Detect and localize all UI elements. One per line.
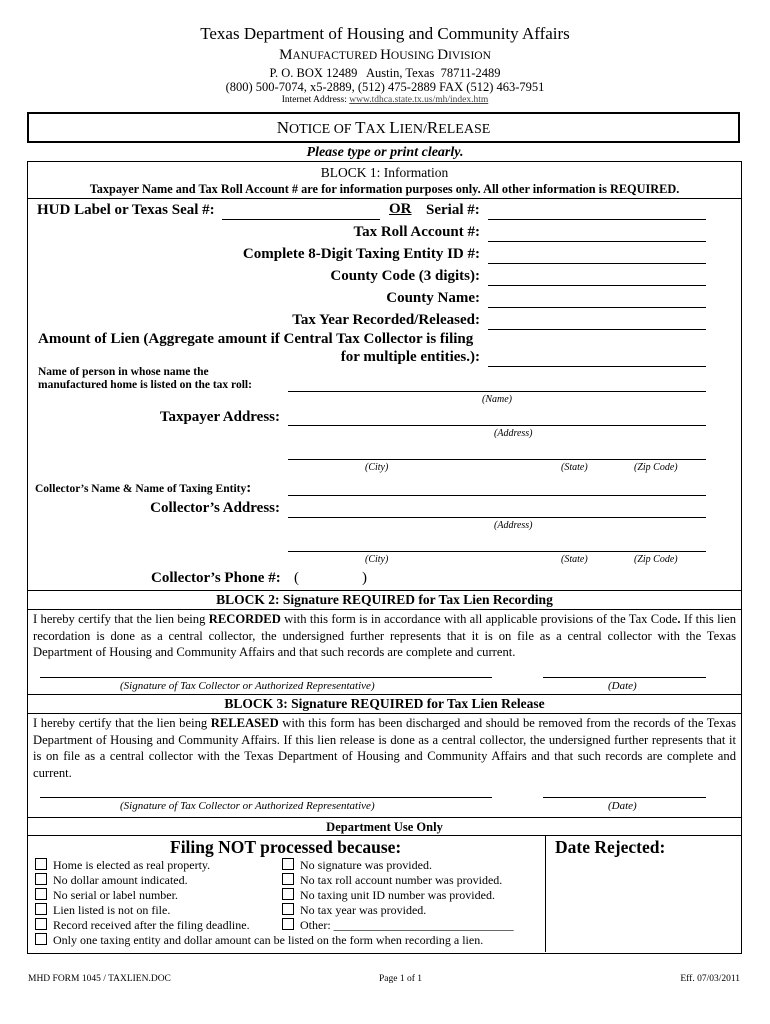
signature-caption: (Signature of Tax Collector or Authorized Representative): [120, 680, 375, 692]
city-caption: (City): [365, 554, 389, 565]
reason-text: Record received after the filing deadline.: [53, 918, 250, 932]
reason-text: Only one taxing entity and dollar amount can be listed on the form when recording a lien.: [53, 933, 484, 947]
block1-heading: BLOCK 1: Information: [320, 165, 449, 180]
tax-roll-label: Tax Roll Account #:: [353, 224, 480, 240]
division-part: OUSING: [390, 50, 438, 62]
checkbox[interactable]: [35, 933, 47, 945]
reason-option[interactable]: [282, 888, 495, 903]
block3-signature-input[interactable]: [40, 797, 492, 798]
title-part: L: [389, 118, 400, 137]
date-caption: (Date): [608, 800, 637, 812]
person-label-cont: manufactured home is listed on the tax roll:: [38, 379, 252, 391]
reason-option[interactable]: [35, 888, 178, 903]
checkbox[interactable]: [35, 888, 47, 900]
block2-signature-input[interactable]: [40, 677, 492, 678]
tax-year-label: Tax Year Recorded/Released:: [292, 312, 480, 328]
collector-address-input[interactable]: [288, 517, 706, 518]
division-cap: H: [380, 47, 391, 63]
division-part: ANUFACTURED: [292, 50, 381, 62]
amount-input[interactable]: [488, 366, 706, 367]
state-caption: (State): [561, 554, 588, 565]
phone-paren-close: ): [362, 570, 367, 586]
title-part: AX: [365, 122, 390, 137]
checkbox[interactable]: [35, 903, 47, 915]
cert-emphasis: RELEASED: [210, 716, 279, 730]
reason-text: No tax roll account number was provided.: [300, 873, 503, 887]
checkbox[interactable]: [282, 873, 294, 885]
person-name-input[interactable]: [288, 391, 706, 392]
instruction: Please type or print clearly.: [306, 145, 464, 160]
reason-text: No taxing unit ID number was provided.: [300, 888, 495, 902]
collector-name-label: [35, 480, 251, 497]
collector-address-label: Collector’s Address:: [150, 500, 280, 516]
or-label: OR: [389, 201, 412, 217]
reason-text: No dollar amount indicated.: [53, 873, 188, 887]
title-part: OTICE OF: [288, 122, 356, 137]
reason-option[interactable]: [35, 903, 170, 918]
date-caption: (Date): [608, 680, 637, 692]
hud-label-input[interactable]: [222, 219, 380, 220]
divider: [27, 609, 742, 610]
reason-option[interactable]: [282, 858, 432, 873]
block2-certification: [33, 611, 736, 661]
reason-text: No serial or label number.: [53, 888, 178, 902]
cert-text: .: [677, 612, 681, 626]
cert-text: with this form has been discharged and should be removed from the records of the Texas Department of Housing and Community Affairs. If this lien release is done as a central collector, the undersigned further represents that it is on file as a central collector with the Texas Department of Housing and Community Affairs and that such records are complete and current.: [33, 716, 736, 780]
cert-text: I hereby certify that the lien being: [33, 612, 209, 626]
checkbox[interactable]: [35, 873, 47, 885]
address-caption: (Address): [494, 520, 533, 531]
state-caption: (State): [561, 462, 588, 473]
taxpayer-address-label: Taxpayer Address:: [159, 409, 280, 425]
block2-date-input[interactable]: [543, 677, 706, 678]
county-code-label: County Code (3 digits):: [330, 268, 480, 284]
block3-heading: BLOCK 3: Signature REQUIRED for Tax Lien Release: [224, 696, 545, 711]
reason-text: Lien listed is not on file.: [53, 903, 171, 917]
division-cap: D: [437, 47, 449, 63]
reason-text: Other: ______________________________: [300, 918, 514, 932]
block1-note: Taxpayer Name and Tax Roll Account # are for information purposes only. All other information is REQUIRED.: [89, 182, 680, 196]
reason-option[interactable]: [282, 873, 502, 888]
form-id: MHD FORM 1045 / TAXLIEN.DOC: [28, 974, 171, 984]
signature-caption: (Signature of Tax Collector or Authorized Representative): [120, 800, 375, 812]
reason-text: Home is elected as real property.: [53, 858, 211, 872]
title-part: T: [355, 118, 366, 137]
phone-paren-open: (: [294, 570, 299, 586]
collector-name-text: Collector’s Name & Name of Taxing Entity: [35, 483, 247, 495]
checkbox[interactable]: [282, 903, 294, 915]
agency-phones: (800) 500-7074, x5-2889, (512) 475-2889 FAX (512) 463-7951: [225, 80, 545, 94]
block3-certification: [33, 715, 736, 781]
division-cap: M: [279, 47, 293, 63]
collector-city-state-zip-input[interactable]: [288, 551, 706, 552]
title-part: R: [426, 118, 439, 137]
amount-label: Amount of Lien (Aggregate amount if Central Tax Collector is filing: [38, 331, 474, 347]
tax-year-input[interactable]: [488, 329, 706, 330]
zip-caption: (Zip Code): [634, 462, 678, 473]
colon: :: [246, 480, 252, 496]
county-name-input[interactable]: [488, 307, 706, 308]
taxing-entity-label: Complete 8-Digit Taxing Entity ID #:: [242, 246, 480, 262]
filing-not-processed-title: Filing NOT processed because:: [170, 837, 402, 857]
agency-name: Texas Department of Housing and Community Affairs: [200, 24, 570, 43]
divider-vertical: [545, 835, 546, 952]
serial-input[interactable]: [488, 219, 706, 220]
collector-phone-input[interactable]: [306, 570, 358, 588]
collector-phone-label: Collector’s Phone #:: [151, 570, 281, 586]
title-part: N: [276, 118, 289, 137]
checkbox[interactable]: [35, 918, 47, 930]
cert-text: I hereby certify that the lien being: [33, 716, 211, 730]
agency-address: P. O. BOX 12489 Austin, Texas 78711-2489: [269, 66, 501, 80]
zip-caption: (Zip Code): [634, 554, 678, 565]
title-part: IEN/: [399, 122, 427, 137]
block3-date-input[interactable]: [543, 797, 706, 798]
form-title: [27, 112, 740, 143]
divider: [27, 817, 742, 818]
date-rejected-label: Date Rejected:: [555, 837, 666, 857]
serial-label: Serial #:: [426, 202, 480, 218]
taxpayer-address-input[interactable]: [288, 425, 706, 426]
dept-use-heading: Department Use Only: [326, 820, 443, 834]
checkbox[interactable]: [35, 858, 47, 870]
reason-text: No signature was provided.: [300, 858, 432, 872]
cert-text: If this lien recordation is done as a central collector, the undersigned further represents that it is on file as a central collector with the Texas Department of Housing and Community Affairs and that such records are complete and current.: [33, 612, 736, 659]
checkbox[interactable]: [282, 888, 294, 900]
title-part: ELEASE: [438, 122, 491, 137]
reason-option[interactable]: [282, 918, 514, 933]
person-label: Name of person in whose name the: [38, 366, 209, 378]
page-number: Page 1 of 1: [379, 974, 423, 984]
county-code-input[interactable]: [488, 285, 706, 286]
tax-roll-input[interactable]: [488, 241, 706, 242]
reason-option[interactable]: [35, 933, 483, 948]
block2-heading: BLOCK 2: Signature REQUIRED for Tax Lien Recording: [216, 592, 553, 607]
hud-label-label: HUD Label or Texas Seal #:: [37, 202, 215, 218]
division-part: IVISION: [448, 50, 491, 62]
internet-address: [0, 95, 770, 105]
address-caption: (Address): [494, 428, 533, 439]
divider: [27, 590, 742, 591]
cert-text: with this form is in accordance with all applicable provisions of the Tax Code: [280, 612, 678, 626]
internet-link[interactable]: www.tdhca.state.tx.us/mh/index.htm: [349, 95, 489, 105]
reason-option[interactable]: [35, 918, 250, 933]
divider: [27, 835, 742, 836]
county-name-label: County Name:: [386, 290, 480, 306]
divider: [27, 198, 742, 199]
reason-text: No tax year was provided.: [300, 903, 427, 917]
divider: [27, 713, 742, 714]
checkbox[interactable]: [282, 858, 294, 870]
effective-date: Eff. 07/03/2011: [680, 974, 740, 984]
reason-option[interactable]: [35, 873, 188, 888]
collector-name-input[interactable]: [288, 495, 706, 496]
taxpayer-city-state-zip-input[interactable]: [288, 459, 706, 460]
internet-label: Internet Address:: [281, 95, 347, 105]
divider: [27, 694, 742, 695]
checkbox[interactable]: [282, 918, 294, 930]
amount-label-cont: for multiple entities.):: [340, 349, 480, 365]
reason-option[interactable]: [35, 858, 210, 873]
taxing-entity-input[interactable]: [488, 263, 706, 264]
reason-option[interactable]: [282, 903, 426, 918]
city-caption: (City): [365, 462, 389, 473]
name-caption: (Name): [482, 394, 512, 405]
division-name: [0, 47, 770, 64]
cert-emphasis: RECORDED: [208, 612, 281, 626]
